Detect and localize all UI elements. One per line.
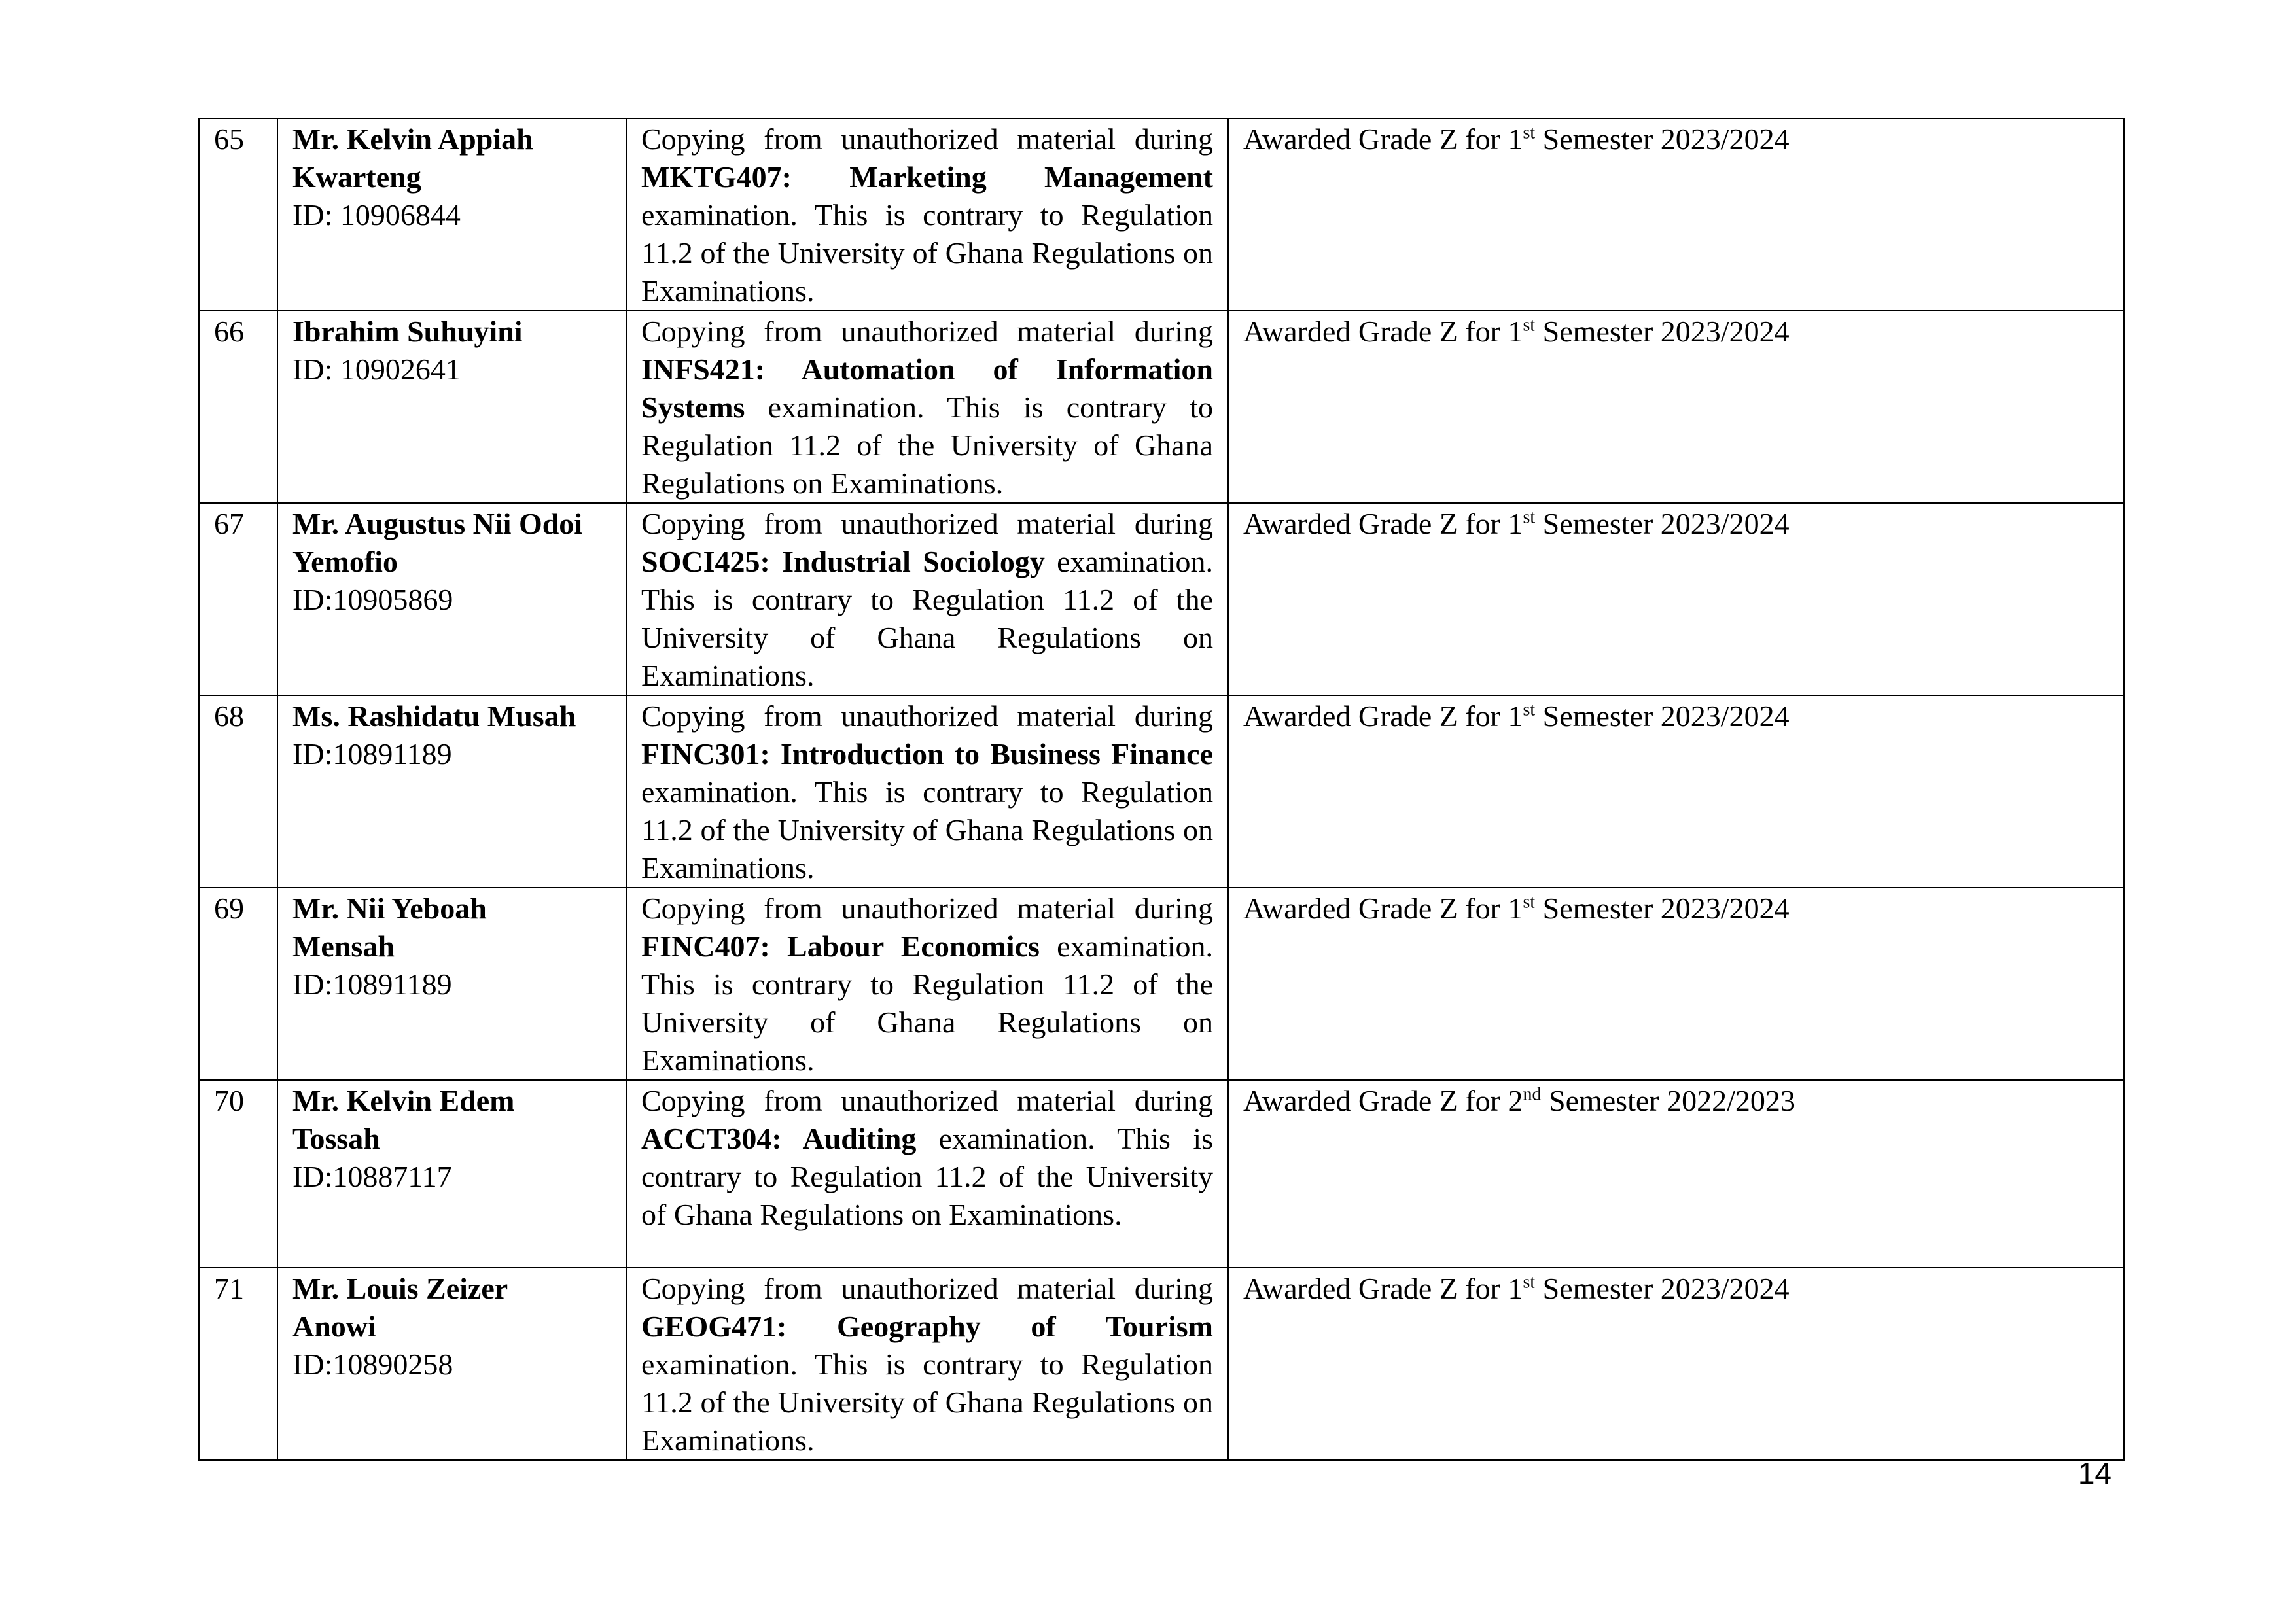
course-title: ACCT304: Auditing (641, 1122, 917, 1155)
sanction-cell (1228, 695, 2124, 888)
student-cell (277, 888, 626, 1080)
table-body (199, 118, 2124, 1460)
offence-text: Copying from unauthorized material during (641, 892, 1213, 925)
course-title: SOCI425: Industrial Sociology (641, 545, 1045, 578)
sanction-text: Awarded Grade Z for 1 (1243, 507, 1523, 540)
student-name: Mr. Nii Yeboah (292, 892, 487, 925)
row-number: 65 (199, 118, 277, 311)
row-number: 66 (199, 311, 277, 503)
offence-text: Copying from unauthorized material during (641, 122, 1213, 156)
student-name: Ms. Rashidatu Musah (292, 699, 576, 733)
offence-cell (626, 311, 1228, 503)
offence-text: examination. This is contrary to Regulation 11.2 of the University of Ghana Regulations on Examinations. (641, 775, 1213, 884)
sanction-cell (1228, 888, 2124, 1080)
sanction-cell (1228, 311, 2124, 503)
course-title: FINC407: Labour Economics (641, 930, 1040, 963)
student-name: Mr. Kelvin Appiah (292, 122, 533, 156)
sanction-cell (1228, 1268, 2124, 1460)
student-cell (277, 695, 626, 888)
row-number: 67 (199, 503, 277, 695)
ordinal-suffix: st (1523, 507, 1536, 528)
sanction-text: Awarded Grade Z for 1 (1243, 1272, 1523, 1305)
student-cell (277, 503, 626, 695)
offence-text: examination. This is contrary to Regulation 11.2 of the University of Ghana Regulations on Examinations. (641, 391, 1213, 500)
offence-text: examination. This is contrary to Regulation 11.2 of the University of Ghana Regulations on Examinations. (641, 198, 1213, 307)
sanction-text: Awarded Grade Z for 1 (1243, 315, 1523, 348)
course-title: FINC301: Introduction to Business Finance (641, 737, 1213, 771)
offence-cell (626, 118, 1228, 311)
course-title: INFS421: Automation of Information Systems (641, 353, 1213, 424)
course-title: MKTG407: Marketing Management (641, 160, 1213, 194)
ordinal-suffix: st (1523, 892, 1536, 913)
student-id: ID:10905869 (292, 583, 453, 616)
row-number: 71 (199, 1268, 277, 1460)
student-id: ID:10891189 (292, 968, 452, 1001)
sanction-text: Semester 2023/2024 (1535, 122, 1790, 156)
sanction-text: Awarded Grade Z for 1 (1243, 699, 1523, 733)
sanction-text: Semester 2023/2024 (1535, 507, 1790, 540)
course-title: GEOG471: Geography of Tourism (641, 1310, 1213, 1343)
sanction-text: Semester 2023/2024 (1535, 315, 1790, 348)
offence-cell (626, 888, 1228, 1080)
offence-text: Copying from unauthorized material during (641, 315, 1213, 348)
student-id: ID: 10902641 (292, 353, 461, 386)
sanction-text: Semester 2023/2024 (1535, 1272, 1790, 1305)
sanction-cell (1228, 118, 2124, 311)
offence-text: Copying from unauthorized material during (641, 699, 1213, 733)
offence-text: examination. This is contrary to Regulation 11.2 of the University of Ghana Regulations on Examinations. (641, 1122, 1213, 1231)
row-number: 70 (199, 1080, 277, 1268)
sanction-cell (1228, 503, 2124, 695)
student-id: ID:10887117 (292, 1160, 452, 1193)
offence-cell (626, 1268, 1228, 1460)
offence-cell (626, 503, 1228, 695)
student-name: Mensah (292, 930, 395, 963)
student-id: ID: 10906844 (292, 198, 461, 232)
sanction-text: Awarded Grade Z for 1 (1243, 122, 1523, 156)
table-row (199, 1080, 2124, 1268)
table-row (199, 1268, 2124, 1460)
ordinal-suffix: st (1523, 122, 1536, 143)
table-row (199, 311, 2124, 503)
student-name: Ibrahim Suhuyini (292, 315, 523, 348)
offence-text: examination. This is contrary to Regulation 11.2 of the University of Ghana Regulations on Examinations. (641, 930, 1213, 1077)
offence-text: Copying from unauthorized material during (641, 1272, 1213, 1305)
student-name: Tossah (292, 1122, 380, 1155)
ordinal-suffix: st (1523, 315, 1536, 336)
table-row (199, 503, 2124, 695)
student-cell (277, 118, 626, 311)
table-row (199, 118, 2124, 311)
offence-cell (626, 695, 1228, 888)
sanction-text: Awarded Grade Z for 2 (1243, 1084, 1523, 1117)
ordinal-suffix: nd (1523, 1084, 1542, 1105)
student-id: ID:10890258 (292, 1348, 453, 1381)
offence-text: examination. This is contrary to Regulation 11.2 of the University of Ghana Regulations on Examinations. (641, 545, 1214, 692)
ordinal-suffix: st (1523, 699, 1536, 720)
student-cell (277, 1080, 626, 1268)
offence-text: Copying from unauthorized material during (641, 507, 1213, 540)
sanction-text: Semester 2023/2024 (1535, 699, 1790, 733)
disciplinary-table (198, 118, 2125, 1461)
student-cell (277, 1268, 626, 1460)
row-number: 68 (199, 695, 277, 888)
student-name: Mr. Louis Zeizer (292, 1272, 508, 1305)
row-number: 69 (199, 888, 277, 1080)
table-row (199, 695, 2124, 888)
ordinal-suffix: st (1523, 1272, 1536, 1293)
sanction-text: Semester 2023/2024 (1535, 892, 1790, 925)
student-name: Mr. Augustus Nii Odoi (292, 507, 583, 540)
offence-text: examination. This is contrary to Regulation 11.2 of the University of Ghana Regulations on Examinations. (641, 1348, 1213, 1457)
offence-cell (626, 1080, 1228, 1268)
student-cell (277, 311, 626, 503)
table-row (199, 888, 2124, 1080)
student-name: Yemofio (292, 545, 398, 578)
student-name: Mr. Kelvin Edem (292, 1084, 515, 1117)
sanction-text: Semester 2022/2023 (1541, 1084, 1795, 1117)
student-id: ID:10891189 (292, 737, 452, 771)
student-name: Kwarteng (292, 160, 421, 194)
student-name: Anowi (292, 1310, 376, 1343)
page-number: 14 (2077, 1456, 2111, 1490)
sanction-cell (1228, 1080, 2124, 1268)
sanction-text: Awarded Grade Z for 1 (1243, 892, 1523, 925)
offence-text: Copying from unauthorized material during (641, 1084, 1213, 1117)
